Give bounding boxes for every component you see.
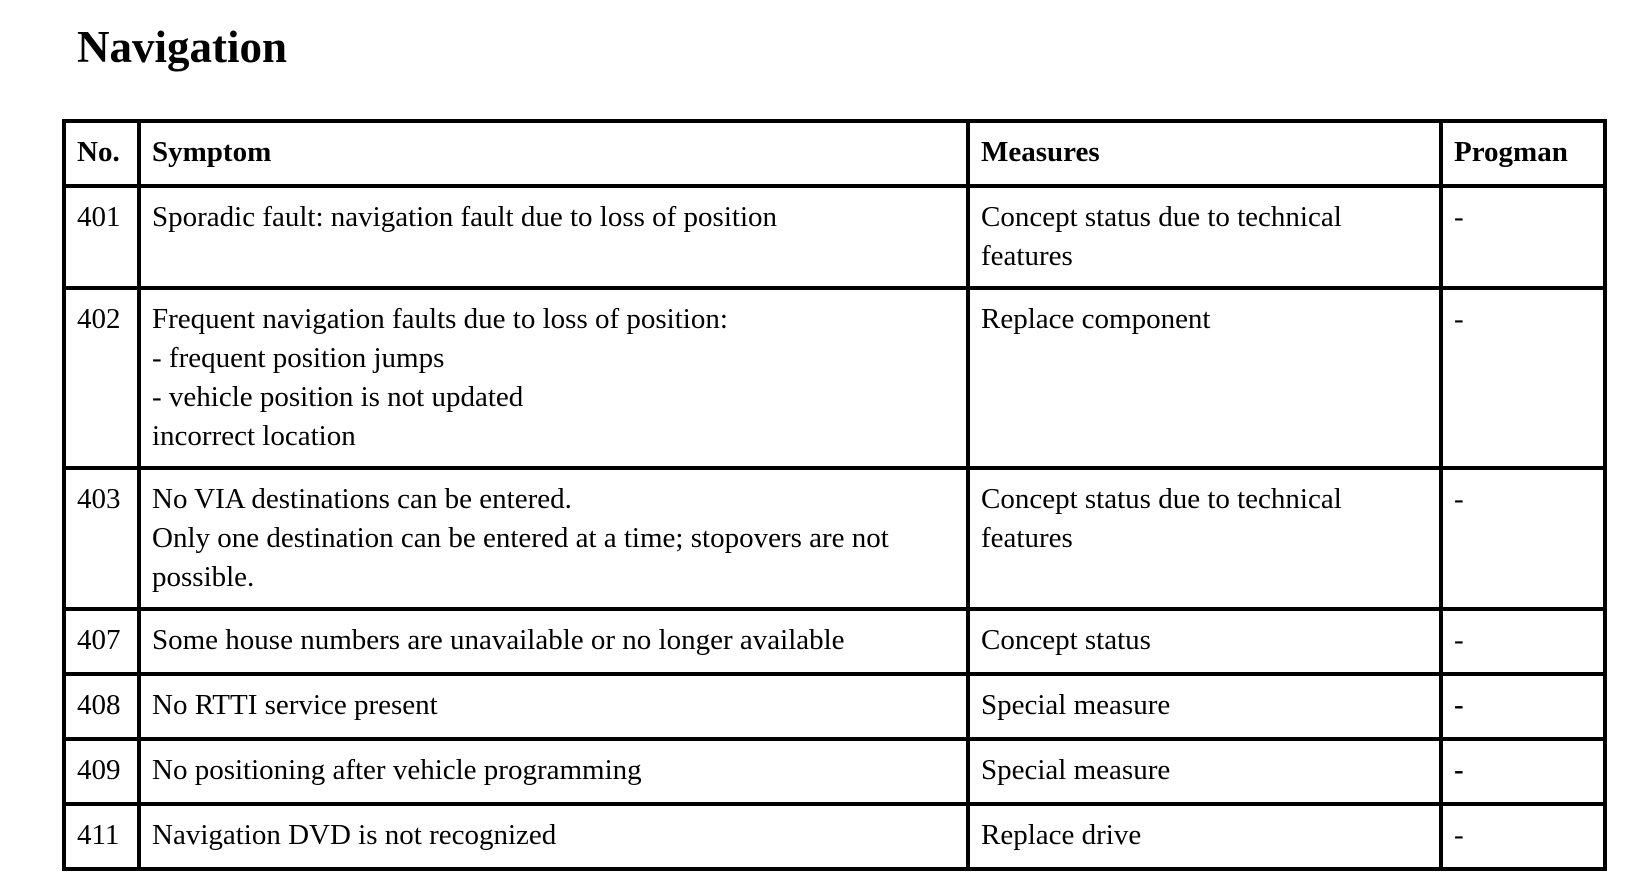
cell-symptom: No RTTI service present bbox=[139, 674, 968, 739]
cell-symptom: Navigation DVD is not recognized bbox=[139, 804, 968, 869]
table-row bbox=[64, 468, 1605, 609]
table-row bbox=[64, 288, 1605, 468]
table-row bbox=[64, 674, 1605, 739]
cell-progman: - bbox=[1441, 468, 1605, 609]
cell-measures: Concept status due to technical features bbox=[968, 186, 1441, 288]
cell-no: 411 bbox=[64, 804, 139, 869]
cell-progman: - bbox=[1441, 739, 1605, 804]
cell-symptom: Some house numbers are unavailable or no longer available bbox=[139, 609, 968, 674]
cell-symptom: No positioning after vehicle programming bbox=[139, 739, 968, 804]
cell-no: 403 bbox=[64, 468, 139, 609]
cell-measures: Special measure bbox=[968, 739, 1441, 804]
cell-measures: Concept status due to technical features bbox=[968, 468, 1441, 609]
table-header-row bbox=[64, 121, 1605, 186]
cell-no: 407 bbox=[64, 609, 139, 674]
cell-symptom: Sporadic fault: navigation fault due to loss of position bbox=[139, 186, 968, 288]
symptom-table bbox=[62, 119, 1607, 871]
cell-no: 408 bbox=[64, 674, 139, 739]
header-symptom: Symptom bbox=[139, 121, 968, 186]
table-row bbox=[64, 609, 1605, 674]
header-progman: Progman bbox=[1441, 121, 1605, 186]
cell-measures: Replace drive bbox=[968, 804, 1441, 869]
cell-symptom: No VIA destinations can be entered. Only one destination can be entered at a time; stopovers are not possible. bbox=[139, 468, 968, 609]
cell-no: 409 bbox=[64, 739, 139, 804]
cell-progman: - bbox=[1441, 674, 1605, 739]
cell-measures: Special measure bbox=[968, 674, 1441, 739]
cell-measures: Concept status bbox=[968, 609, 1441, 674]
cell-no: 401 bbox=[64, 186, 139, 288]
cell-measures: Replace component bbox=[968, 288, 1441, 468]
cell-no: 402 bbox=[64, 288, 139, 468]
header-no: No. bbox=[64, 121, 139, 186]
cell-progman: - bbox=[1441, 288, 1605, 468]
table-row bbox=[64, 186, 1605, 288]
cell-progman: - bbox=[1441, 804, 1605, 869]
table-row bbox=[64, 739, 1605, 804]
cell-symptom: Frequent navigation faults due to loss of position: - frequent position jumps - vehicle position is not updated incorrect location bbox=[139, 288, 968, 468]
table-row bbox=[64, 804, 1605, 869]
page-title: Navigation bbox=[77, 22, 288, 72]
cell-progman: - bbox=[1441, 186, 1605, 288]
header-measures: Measures bbox=[968, 121, 1441, 186]
cell-progman: - bbox=[1441, 609, 1605, 674]
